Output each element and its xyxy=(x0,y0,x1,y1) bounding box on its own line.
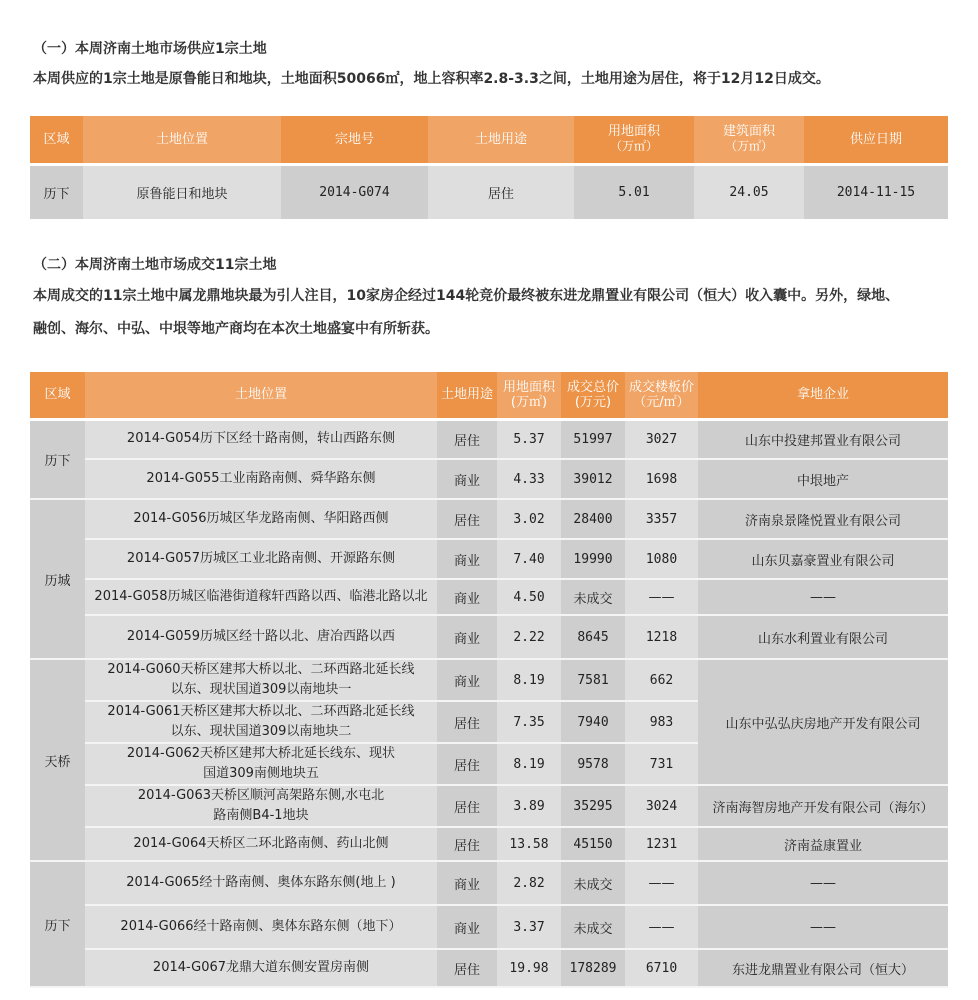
cell-location xyxy=(85,579,437,615)
cell-location xyxy=(85,861,437,905)
floor-price-unit: （元/㎡） xyxy=(633,394,690,410)
cell-total-price: 7940 xyxy=(561,701,625,743)
deal-table xyxy=(30,372,948,988)
cell-land-area: 7.35 xyxy=(497,701,561,743)
deal-table-header xyxy=(30,372,948,419)
cell-total-price: 7581 xyxy=(561,659,625,701)
cell-floor-price: 662 xyxy=(625,659,698,701)
cell-location xyxy=(85,459,437,499)
cell-total-price: 9578 xyxy=(561,743,625,785)
location-line: 以东、现状国道309以南地块二 xyxy=(170,724,352,739)
location-line: 2014-G061天桥区建邦大桥以北、二环西路北延长线 xyxy=(107,704,415,719)
cell-usage: 商业 xyxy=(437,539,497,579)
cell-floor-price: —— xyxy=(625,579,698,615)
cell-buyer: 山东中弘弘庆房地产开发有限公司 xyxy=(698,659,948,785)
cell-location xyxy=(85,419,437,459)
cell-location xyxy=(85,499,437,539)
land-area-unit: (万㎡) xyxy=(510,394,548,410)
col-header-supply-date: 供应日期 xyxy=(804,116,948,164)
cell-total-price: 28400 xyxy=(561,499,625,539)
cell-region: 天桥 xyxy=(30,659,85,861)
cell-land-area: 3.02 xyxy=(497,499,561,539)
cell-location xyxy=(85,827,437,861)
land-area-unit: （万㎡） xyxy=(609,139,658,154)
build-area-label: 建筑面积 xyxy=(722,124,775,140)
col-header-region: 区域 xyxy=(30,116,83,164)
location-line: 2014-G056历城区华龙路南侧、华阳路西侧 xyxy=(133,511,389,526)
cell-floor-price: 6710 xyxy=(625,949,698,987)
col-header-land-area xyxy=(574,116,694,164)
cell-usage: 居住 xyxy=(437,499,497,539)
col-header-usage: 土地用途 xyxy=(437,372,497,419)
table-row xyxy=(30,659,948,701)
table-row xyxy=(30,499,948,539)
table-row xyxy=(30,459,948,499)
cell-floor-price: 1231 xyxy=(625,827,698,861)
location-line: 2014-G055工业南路南侧、舜华路东侧 xyxy=(146,471,376,486)
table-row xyxy=(30,949,948,987)
cell-location xyxy=(85,701,437,743)
col-header-usage: 土地用途 xyxy=(428,116,574,164)
floor-price-label: 成交楼板价 xyxy=(628,379,694,395)
cell-location xyxy=(85,743,437,785)
location-line: 国道309南侧地块五 xyxy=(203,766,319,781)
cell-location xyxy=(85,905,437,949)
cell-region: 历城 xyxy=(30,499,85,659)
cell-usage: 商业 xyxy=(437,579,497,615)
build-area-unit: （万㎡） xyxy=(724,139,773,154)
supply-table-header xyxy=(30,116,948,164)
col-header-floor-price xyxy=(625,372,698,419)
col-header-location: 土地位置 xyxy=(85,372,437,419)
location-line: 2014-G063天桥区顺河高架路东侧,水屯北 xyxy=(137,788,385,803)
cell-buyer: 济南海智房地产开发有限公司（海尔） xyxy=(698,785,948,827)
cell-buyer: 山东贝嘉豪置业有限公司 xyxy=(698,539,948,579)
cell-total-price: 178289 xyxy=(561,949,625,987)
col-header-location: 土地位置 xyxy=(83,116,281,164)
table-row xyxy=(30,785,948,827)
col-header-total-price xyxy=(561,372,625,419)
cell-location xyxy=(85,659,437,701)
cell-buyer: 济南泉景隆悦置业有限公司 xyxy=(698,499,948,539)
cell-land-area: 2.22 xyxy=(497,615,561,659)
cell-land-area: 8.19 xyxy=(497,743,561,785)
section1-heading: （一）本周济南土地市场供应1宗土地 xyxy=(33,41,267,57)
cell-buyer: 东进龙鼎置业有限公司（恒大） xyxy=(698,949,948,987)
cell-total-price: 51997 xyxy=(561,419,625,459)
cell-total-price: 35295 xyxy=(561,785,625,827)
table-row xyxy=(30,419,948,459)
land-area-label: 用地面积 xyxy=(502,379,555,395)
location-line: 2014-G054历下区经十路南侧，转山西路东侧 xyxy=(126,431,396,447)
cell-usage: 商业 xyxy=(437,659,497,701)
cell-total-price: 未成交 xyxy=(561,905,625,949)
cell-location xyxy=(85,949,437,987)
cell-floor-price: —— xyxy=(625,905,698,949)
cell-buyer: —— xyxy=(698,905,948,949)
cell-build-area: 24.05 xyxy=(694,164,804,219)
cell-floor-price: 731 xyxy=(625,743,698,785)
location-line: 2014-G058历城区临港街道稼轩西路以西、临港北路以北 xyxy=(94,589,428,604)
total-price-unit: (万元) xyxy=(574,394,612,410)
table-row xyxy=(30,579,948,615)
table-row xyxy=(30,164,948,219)
total-price-label: 成交总价 xyxy=(566,379,619,395)
cell-buyer: 中垠地产 xyxy=(698,459,948,499)
location-line: 2014-G067龙鼎大道东侧安置房南侧 xyxy=(152,960,370,975)
col-header-build-area xyxy=(694,116,804,164)
cell-total-price: 19990 xyxy=(561,539,625,579)
location-line: 2014-G064天桥区二环北路南侧、药山北侧 xyxy=(133,836,389,851)
cell-total-price: 45150 xyxy=(561,827,625,861)
table-row xyxy=(30,861,948,905)
cell-region: 历下 xyxy=(30,164,83,219)
location-line: 2014-G057历城区工业北路南侧、开源路东侧 xyxy=(126,551,396,566)
table-row xyxy=(30,905,948,949)
location-line: 2014-G065经十路南侧、奥体东路东侧(地上 ) xyxy=(126,875,396,890)
table-row xyxy=(30,615,948,659)
location-line: 以东、现状国道309以南地块一 xyxy=(170,682,352,697)
location-line: 2014-G059历城区经十路以北、唐冶西路以西 xyxy=(126,629,396,644)
table-row xyxy=(30,539,948,579)
cell-land-area: 13.58 xyxy=(497,827,561,861)
col-header-parcel-no: 宗地号 xyxy=(281,116,428,164)
cell-floor-price: 3024 xyxy=(625,785,698,827)
col-header-land-area xyxy=(497,372,561,419)
cell-usage: 居住 xyxy=(437,419,497,459)
cell-location xyxy=(85,615,437,659)
cell-floor-price: 1218 xyxy=(625,615,698,659)
cell-usage: 居住 xyxy=(437,701,497,743)
cell-land-area: 3.37 xyxy=(497,905,561,949)
cell-land-area: 5.37 xyxy=(497,419,561,459)
cell-location: 原鲁能日和地块 xyxy=(83,164,281,219)
cell-buyer: 济南益康置业 xyxy=(698,827,948,861)
cell-usage: 居住 xyxy=(437,949,497,987)
cell-buyer: 山东中投建邦置业有限公司 xyxy=(698,419,948,459)
cell-usage: 商业 xyxy=(437,459,497,499)
cell-total-price: 未成交 xyxy=(561,861,625,905)
cell-land-area: 2.82 xyxy=(497,861,561,905)
section2-paragraph-line1: 本周成交的11宗土地中属龙鼎地块最为引人注目，10家房企经过144轮竞价最终被东进龙鼎置业有限公司（恒大）收入囊中。另外，绿地、 xyxy=(33,288,900,304)
cell-supply-date: 2014-11-15 xyxy=(804,164,948,219)
cell-floor-price: 983 xyxy=(625,701,698,743)
cell-land-area: 7.40 xyxy=(497,539,561,579)
cell-land-area: 5.01 xyxy=(574,164,694,219)
cell-land-area: 3.89 xyxy=(497,785,561,827)
cell-floor-price: 3027 xyxy=(625,419,698,459)
location-line: 2014-G062天桥区建邦大桥北延长线东、现状 xyxy=(126,746,396,761)
cell-floor-price: —— xyxy=(625,861,698,905)
section1-paragraph: 本周供应的1宗土地是原鲁能日和地块，土地面积50066㎡，地上容积率2.8-3.3之间，土地用途为居住，将于12月12日成交。 xyxy=(33,71,830,87)
cell-floor-price: 1080 xyxy=(625,539,698,579)
cell-region: 历下 xyxy=(30,861,85,987)
supply-table xyxy=(30,116,948,219)
cell-usage: 居住 xyxy=(437,743,497,785)
col-header-buyer: 拿地企业 xyxy=(698,372,948,419)
section2-paragraph-line2: 融创、海尔、中弘、中垠等地产商均在本次土地盛宴中有所斩获。 xyxy=(33,321,439,337)
land-area-label: 用地面积 xyxy=(607,124,660,140)
section2-heading: （二）本周济南土地市场成交11宗土地 xyxy=(33,257,277,273)
cell-total-price: 未成交 xyxy=(561,579,625,615)
table-row xyxy=(30,827,948,861)
cell-total-price: 39012 xyxy=(561,459,625,499)
cell-region: 历下 xyxy=(30,419,85,499)
cell-buyer: —— xyxy=(698,861,948,905)
cell-floor-price: 3357 xyxy=(625,499,698,539)
location-line: 2014-G060天桥区建邦大桥以北、二环西路北延长线 xyxy=(107,662,415,677)
cell-total-price: 8645 xyxy=(561,615,625,659)
cell-land-area: 19.98 xyxy=(497,949,561,987)
location-line: 2014-G066经十路南侧、奥体东路东侧（地下） xyxy=(120,919,402,934)
col-header-region: 区域 xyxy=(30,372,85,419)
cell-floor-price: 1698 xyxy=(625,459,698,499)
cell-usage: 居住 xyxy=(437,785,497,827)
cell-usage: 居住 xyxy=(428,164,574,219)
location-line: 路南侧B4-1地块 xyxy=(213,808,309,823)
cell-land-area: 4.33 xyxy=(497,459,561,499)
cell-usage: 商业 xyxy=(437,615,497,659)
cell-usage: 商业 xyxy=(437,905,497,949)
cell-buyer: 山东水利置业有限公司 xyxy=(698,615,948,659)
cell-buyer: —— xyxy=(698,579,948,615)
cell-usage: 居住 xyxy=(437,827,497,861)
cell-land-area: 4.50 xyxy=(497,579,561,615)
cell-parcel-no: 2014-G074 xyxy=(281,164,428,219)
cell-usage: 商业 xyxy=(437,861,497,905)
cell-location xyxy=(85,785,437,827)
cell-land-area: 8.19 xyxy=(497,659,561,701)
cell-location xyxy=(85,539,437,579)
